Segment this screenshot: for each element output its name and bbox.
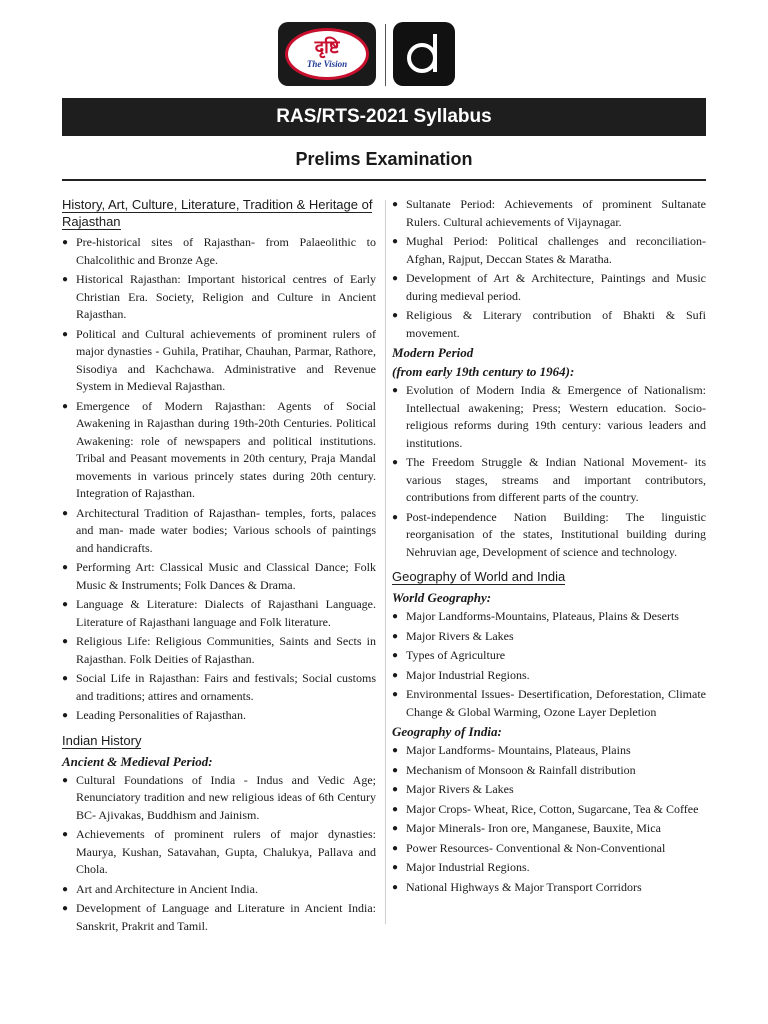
header-logos — [0, 22, 768, 88]
list-item: ● Major Rivers & Lakes — [392, 628, 706, 646]
list-item: ● Social Life in Rajasthan: Fairs and festivals; Social customs and traditions; attires and ornaments. — [62, 670, 376, 705]
list-item: ● Religious & Literary contribution of Bhakti & Sufi movement. — [392, 307, 706, 342]
list-item: ● Art and Architecture in Ancient India. — [62, 881, 376, 899]
world-geography-list — [392, 608, 706, 721]
subheading-modern-range: (from early 19th century to 1964): — [392, 364, 575, 379]
list-item: ● The Freedom Struggle & Indian National Movement- its various stages, streams and important contributors, contributions from different parts of the country. — [392, 454, 706, 507]
right-column — [392, 196, 706, 898]
section-heading-rajasthan: History, Art, Culture, Literature, Tradition & Heritage of Rajasthan — [62, 197, 373, 229]
list-item: ● Development of Language and Literature in Ancient India: Sanskrit, Prakrit and Tamil. — [62, 900, 376, 935]
list-item: ● Historical Rajasthan: Important historical centres of Early Christian Era. Society, Religion and Culture in Ancient Rajasthan. — [62, 271, 376, 324]
list-item: ● Evolution of Modern India & Emergence of Nationalism: Intellectual awakening; Press; Western education. Socio-religious reforms during 19th century: various leaders and institutions. — [392, 382, 706, 452]
column-divider — [385, 200, 386, 924]
list-item: ● Development of Art & Architecture, Paintings and Music during medieval period. — [392, 270, 706, 305]
list-item: ● Types of Agriculture — [392, 647, 706, 665]
list-item: ● Environmental Issues- Desertification, Deforestation, Climate Change & Global Warming, Ozone Layer Depletion — [392, 686, 706, 721]
india-geography-list — [392, 742, 706, 896]
list-item: ● Power Resources- Conventional & Non-Conventional — [392, 840, 706, 858]
drishti-logo-oval — [285, 28, 369, 80]
list-item: ● Political and Cultural achievements of prominent rulers of major dynasties - Guhila, Pratihar, Chauhan, Parmar, Rathore, Sisodiya and Kachchawa. Administrative and Revenue System in Medieval Rajasthan. — [62, 326, 376, 396]
list-item: ● Religious Life: Religious Communities, Saints and Sects in Rajasthan. Folk Deities of Rajasthan. — [62, 633, 376, 668]
medieval-list — [392, 196, 706, 342]
list-item: ● Mughal Period: Political challenges and reconciliation- Afghan, Rajput, Deccan States & Maratha. — [392, 233, 706, 268]
list-item: ● Major Landforms-Mountains, Plateaus, Plains & Deserts — [392, 608, 706, 626]
d-app-logo-icon — [393, 22, 455, 86]
syllabus-banner: RAS/RTS-2021 Syllabus — [62, 98, 706, 136]
list-item: ● Sultanate Period: Achievements of prominent Sultanate Rulers. Cultural achievements of Vijaynagar. — [392, 196, 706, 231]
list-item: ● Achievements of prominent rulers of major dynasties: Maurya, Kushan, Satavahan, Gupta, Chalukya, Pallava and Chola. — [62, 826, 376, 879]
drishti-logo-text: दृष्टि — [314, 37, 340, 58]
list-item: ● Cultural Foundations of India - Indus and Vedic Age; Renunciatory tradition and new religious ideas of 6th Century BC- Ajivakas, Buddhism and Jainism. — [62, 772, 376, 825]
drishti-logo-tagline: The Vision — [306, 59, 348, 69]
section-heading-indian-history: Indian History — [62, 732, 142, 748]
list-item: ● Performing Art: Classical Music and Classical Dance; Folk Music & Instruments; Folk Dances & Drama. — [62, 559, 376, 594]
subheading-world-geography: World Geography: — [392, 590, 492, 605]
section-heading-geography: Geography of World and India — [392, 569, 566, 584]
list-item: ● Major Landforms- Mountains, Plateaus, Plains — [392, 742, 706, 760]
left-column — [62, 196, 376, 937]
list-item: ● Leading Personalities of Rajasthan. — [62, 707, 376, 725]
list-item: ● Architectural Tradition of Rajasthan- temples, forts, palaces and man- made water bodies; Various schools of paintings and handicrafts. — [62, 505, 376, 558]
rajasthan-list — [62, 234, 376, 725]
list-item: ● Major Rivers & Lakes — [392, 781, 706, 799]
drishti-logo — [278, 22, 376, 86]
subheading-india-geography: Geography of India: — [392, 724, 502, 739]
modern-list — [392, 382, 706, 561]
list-item: ● Language & Literature: Dialects of Rajasthani Language. Literature of Rajasthani language and Folk literature. — [62, 596, 376, 631]
exam-title: Prelims Examination — [295, 149, 473, 169]
list-item: ● Mechanism of Monsoon & Rainfall distribution — [392, 762, 706, 780]
ancient-list — [62, 772, 376, 936]
list-item: ● Major Crops- Wheat, Rice, Cotton, Sugarcane, Tea & Coffee — [392, 801, 706, 819]
list-item: ● National Highways & Major Transport Corridors — [392, 879, 706, 897]
logo-divider — [385, 24, 386, 86]
subheading-modern-period: Modern Period — [392, 345, 474, 360]
list-item: ● Major Industrial Regions. — [392, 859, 706, 877]
list-item: ● Pre-historical sites of Rajasthan- from Palaeolithic to Chalcolithic and Bronze Age. — [62, 234, 376, 269]
list-item: ● Major Industrial Regions. — [392, 667, 706, 685]
subheading-ancient-medieval: Ancient & Medieval Period: — [62, 753, 213, 769]
list-item: ● Post-independence Nation Building: The linguistic reorganisation of the states, Institutional building during Nehruvian age, Development of science and technology. — [392, 509, 706, 562]
list-item: ● Emergence of Modern Rajasthan: Agents of Social Awakening in Rajasthan during 19th-20th Centuries. Political Awakening: role of newspapers and political institutions. Tribal and Peasant movements in 20th century, Praja Mandal movements in various princely states during 20th century. Integration of Rajasthan. — [62, 398, 376, 503]
title-divider — [62, 179, 706, 181]
list-item: ● Major Minerals- Iron ore, Manganese, Bauxite, Mica — [392, 820, 706, 838]
